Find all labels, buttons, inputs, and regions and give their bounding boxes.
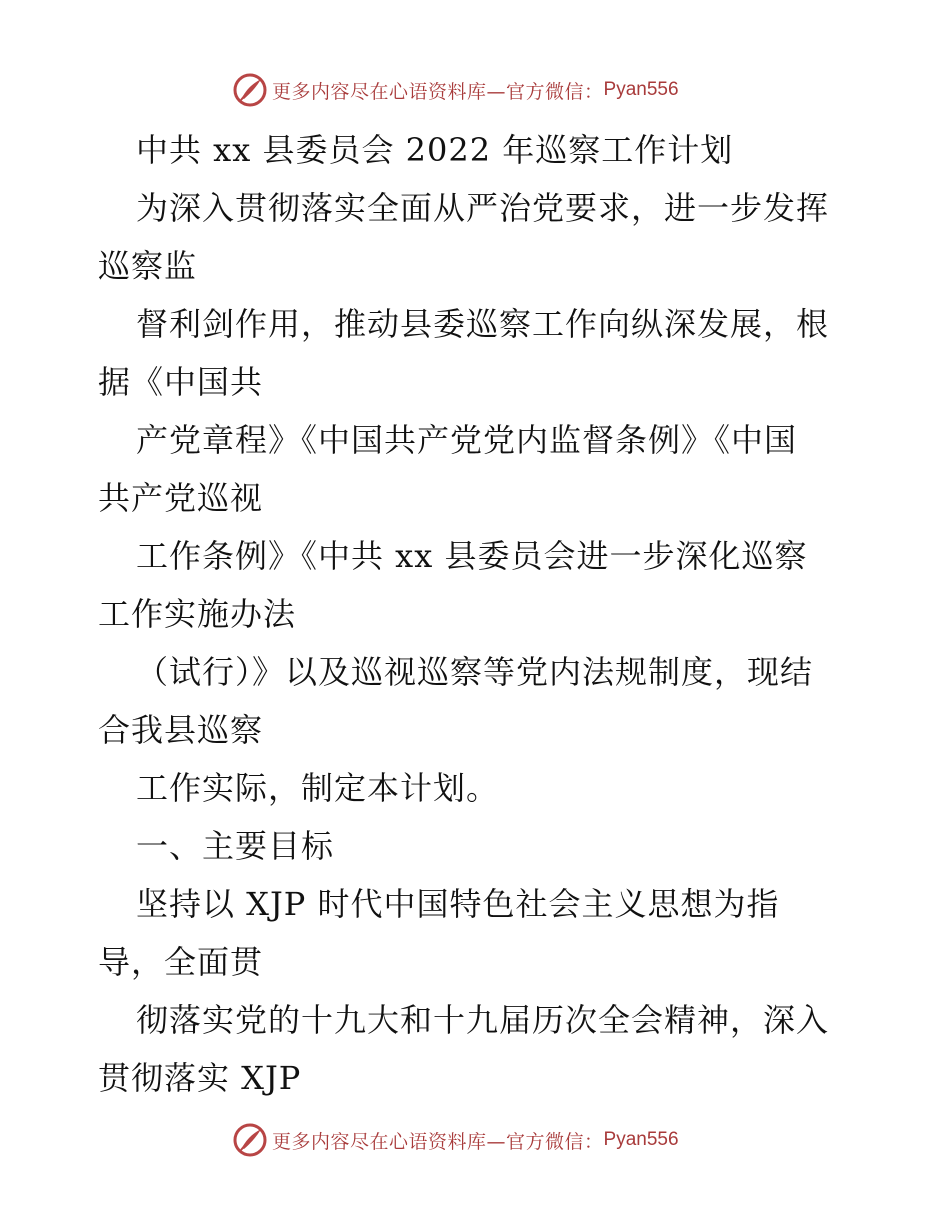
text-line: 督利剑作用，推动县委巡察工作向纵深发展，根 <box>136 305 830 343</box>
text-line: 工作条例》《中共 xx 县委员会进一步深化巡察 <box>136 537 808 575</box>
text-line: 为深入贯彻落实全面从严治党要求，进一步发挥 <box>136 189 830 227</box>
text-line: 坚持以 XJP 时代中国特色社会主义思想为指 <box>136 885 780 923</box>
text-line: （试行）》以及巡视巡察等党内法规制度，现结 <box>136 653 814 691</box>
text-line: 巡察监 <box>98 247 198 285</box>
text-line: 工作实际，制定本计划。 <box>136 769 500 807</box>
text-line: 产党章程》《中国共产党党内监督条例》《中国 <box>136 421 798 459</box>
text-line: 中共 xx 县委员会 2022 年巡察工作计划 <box>136 131 734 169</box>
watermark-text: 更多内容尽在心语资料库—官方微信： <box>272 80 604 103</box>
text-line: 一、主要目标 <box>136 827 335 865</box>
text-line: 彻落实党的十九大和十九届历次全会精神，深入 <box>136 1001 830 1039</box>
watermark-wechat-id: Pyan556 <box>603 79 679 100</box>
text-line: 共产党巡视 <box>98 479 264 517</box>
text-line: 贯彻落实 XJP <box>98 1059 302 1097</box>
quill-logo-icon <box>232 1122 268 1158</box>
document-body <box>98 121 858 1107</box>
text-line: 工作实施办法 <box>98 595 297 633</box>
text-line: 导，全面贯 <box>98 943 264 981</box>
watermark-wechat-id: Pyan556 <box>603 1129 679 1150</box>
text-line: 合我县巡察 <box>98 711 264 749</box>
footer-watermark <box>232 1120 679 1160</box>
text-line: 据《中国共 <box>98 363 264 401</box>
quill-logo-icon <box>232 72 268 108</box>
header-watermark <box>232 70 679 110</box>
watermark-text: 更多内容尽在心语资料库—官方微信： <box>272 1130 604 1153</box>
